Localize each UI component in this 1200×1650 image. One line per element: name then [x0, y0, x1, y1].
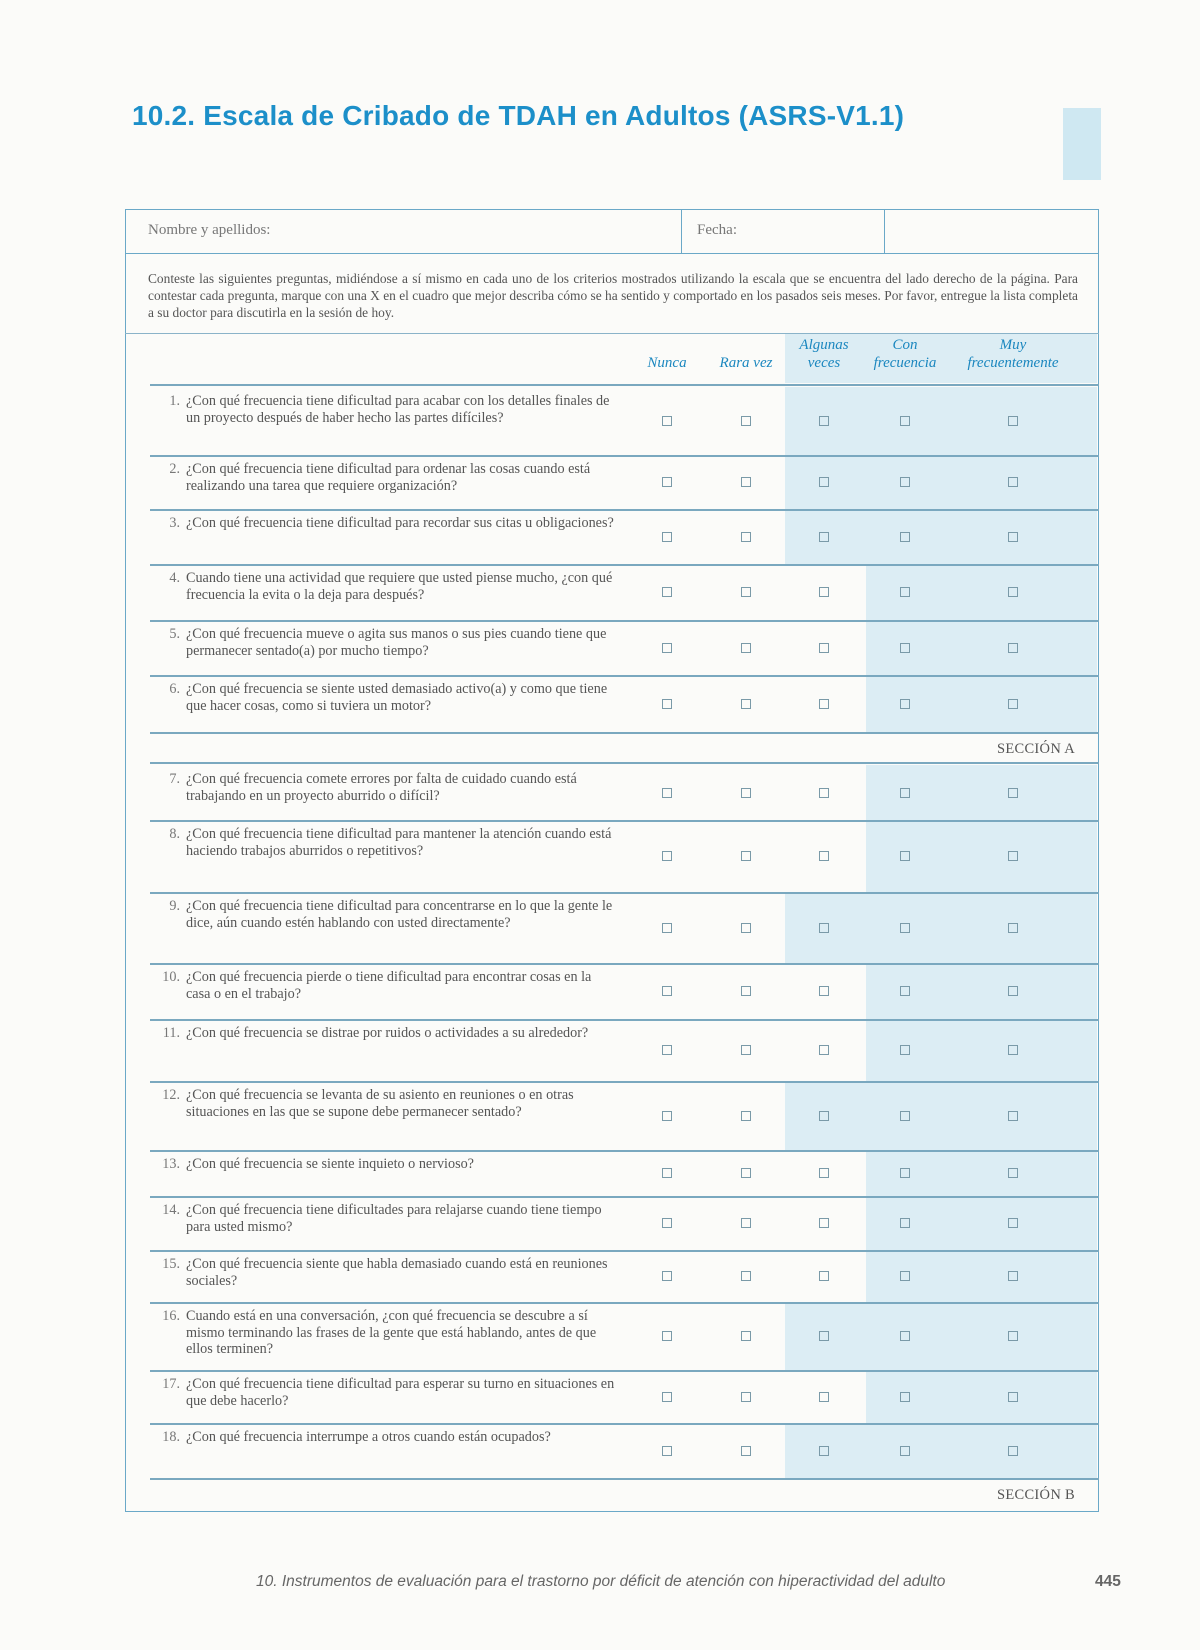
checkbox-2[interactable] [741, 587, 751, 597]
checkbox-5[interactable] [1008, 1446, 1018, 1456]
checkbox-5[interactable] [1008, 986, 1018, 996]
checkbox-1[interactable] [662, 416, 672, 426]
checkbox-2[interactable] [741, 1045, 751, 1055]
question-text [152, 1202, 622, 1235]
row-divider [150, 892, 1099, 894]
column-header-line1 [632, 336, 702, 354]
question-number: 9. [169, 898, 180, 914]
checkbox-3[interactable] [819, 643, 829, 653]
checkbox-5[interactable] [1008, 851, 1018, 861]
checkbox-1[interactable] [662, 1392, 672, 1402]
question-text [152, 570, 622, 603]
checkbox-1[interactable] [662, 1168, 672, 1178]
row-shade [785, 1423, 1097, 1478]
column-header [708, 336, 784, 372]
checkbox-2[interactable] [741, 532, 751, 542]
checkbox-4[interactable] [900, 1111, 910, 1121]
checkbox-2[interactable] [741, 1392, 751, 1402]
divider [681, 210, 682, 253]
row-divider [150, 1302, 1099, 1304]
question-label: ¿Con qué frecuencia tiene dificultad para mantener la atención cuando está haciendo trabajos aburridos o repetitivos? [186, 826, 612, 859]
question-text [152, 1025, 622, 1042]
question-number: 4. [169, 570, 180, 586]
question-label: ¿Con qué frecuencia comete errores por falta de cuidado cuando está trabajando en un proyecto aburrido o difícil? [186, 771, 577, 804]
question-text [152, 1429, 622, 1446]
checkbox-5[interactable] [1008, 1331, 1018, 1341]
row-divider [150, 1150, 1099, 1152]
checkbox-4[interactable] [900, 1045, 910, 1055]
question-number: 18. [162, 1429, 180, 1445]
question-number: 6. [169, 681, 180, 697]
checkbox-1[interactable] [662, 1045, 672, 1055]
checkbox-2[interactable] [741, 1446, 751, 1456]
question-number: 11. [162, 1025, 180, 1041]
question-text [152, 826, 622, 859]
checkbox-1[interactable] [662, 477, 672, 487]
checkbox-5[interactable] [1008, 1111, 1018, 1121]
checkbox-2[interactable] [741, 477, 751, 487]
question-number: 1. [169, 393, 180, 409]
question-text [152, 969, 622, 1002]
row-divider [150, 1019, 1099, 1021]
question-label: ¿Con qué frecuencia interrumpe a otros cuando están ocupados? [186, 1429, 551, 1445]
checkbox-3[interactable] [819, 923, 829, 933]
question-number: 3. [169, 515, 180, 531]
checkbox-4[interactable] [900, 1218, 910, 1228]
checkbox-1[interactable] [662, 1446, 672, 1456]
header-top-rule [125, 333, 1099, 334]
checkbox-3[interactable] [819, 1168, 829, 1178]
question-number: 13. [162, 1156, 180, 1172]
checkbox-5[interactable] [1008, 643, 1018, 653]
checkbox-3[interactable] [819, 851, 829, 861]
checkbox-3[interactable] [819, 1446, 829, 1456]
name-date-row [126, 210, 1098, 254]
checkbox-2[interactable] [741, 1218, 751, 1228]
column-header-line2: Nunca [647, 355, 687, 371]
page-number: 445 [1095, 1573, 1121, 1590]
checkbox-1[interactable] [662, 788, 672, 798]
checkbox-3[interactable] [819, 986, 829, 996]
question-number: 8. [169, 826, 180, 842]
checkbox-1[interactable] [662, 851, 672, 861]
footer-text: 10. Instrumentos de evaluación para el trastorno por déficit de atención con hiperactividad del adulto [256, 1573, 946, 1590]
column-header-line2: frecuencia [873, 355, 937, 371]
question-number: 7. [169, 771, 180, 787]
column-header [948, 336, 1078, 372]
section-a-rule [150, 762, 1099, 764]
column-header [632, 336, 702, 372]
row-shade [785, 1302, 1097, 1370]
row-shade [785, 1081, 1097, 1150]
column-header [784, 336, 864, 372]
checkbox-2[interactable] [741, 699, 751, 709]
row-shade [785, 892, 1097, 963]
question-text [152, 1156, 622, 1173]
checkbox-4[interactable] [900, 699, 910, 709]
question-label: ¿Con qué frecuencia tiene dificultad para ordenar las cosas cuando está realizando una tarea que requiere organización? [186, 461, 591, 494]
checkbox-5[interactable] [1008, 1392, 1018, 1402]
checkbox-3[interactable] [819, 587, 829, 597]
checkbox-4[interactable] [900, 1331, 910, 1341]
question-text [152, 1256, 622, 1289]
checkbox-3[interactable] [819, 416, 829, 426]
checkbox-4[interactable] [900, 1271, 910, 1281]
page-title: 10.2. Escala de Cribado de TDAH en Adultos (ASRS-V1.1) [132, 100, 905, 131]
divider [884, 210, 885, 253]
column-header [858, 336, 952, 372]
question-label: ¿Con qué frecuencia se siente usted demasiado activo(a) y como que tiene que hacer cosas, como si tuviera un motor? [186, 681, 608, 714]
name-label: Nombre y apellidos: [148, 222, 271, 238]
question-text [152, 898, 622, 931]
row-shade [785, 387, 1097, 455]
checkbox-1[interactable] [662, 986, 672, 996]
checkbox-2[interactable] [741, 1168, 751, 1178]
checkbox-3[interactable] [819, 1045, 829, 1055]
row-shade [785, 509, 1097, 564]
checkbox-5[interactable] [1008, 788, 1018, 798]
checkbox-2[interactable] [741, 1111, 751, 1121]
row-divider [150, 620, 1099, 622]
checkbox-5[interactable] [1008, 1045, 1018, 1055]
section-a-label: SECCIÓN A [996, 741, 1075, 757]
checkbox-3[interactable] [819, 1111, 829, 1121]
question-label: ¿Con qué frecuencia tiene dificultad para esperar su turno en situaciones en que debe hacerlo? [186, 1376, 615, 1409]
checkbox-4[interactable] [900, 1446, 910, 1456]
checkbox-5[interactable] [1008, 477, 1018, 487]
question-number: 5. [169, 626, 180, 642]
column-header-line2: frecuentemente [967, 355, 1059, 371]
question-text [152, 515, 622, 532]
checkbox-1[interactable] [662, 1111, 672, 1121]
question-number: 17. [162, 1376, 180, 1392]
section-b-label: SECCIÓN B [996, 1487, 1075, 1503]
checkbox-3[interactable] [819, 532, 829, 542]
chapter-tab [1063, 108, 1101, 180]
checkbox-5[interactable] [1008, 416, 1018, 426]
checkbox-1[interactable] [662, 1271, 672, 1281]
question-label: ¿Con qué frecuencia tiene dificultades para relajarse cuando tiene tiempo para usted mismo? [186, 1202, 602, 1235]
checkbox-2[interactable] [741, 788, 751, 798]
checkbox-4[interactable] [900, 986, 910, 996]
checkbox-4[interactable] [900, 1392, 910, 1402]
checkbox-2[interactable] [741, 643, 751, 653]
checkbox-1[interactable] [662, 587, 672, 597]
question-text [152, 1376, 622, 1409]
question-number: 10. [162, 969, 180, 985]
checkbox-4[interactable] [900, 416, 910, 426]
date-label: Fecha: [697, 222, 737, 238]
checkbox-1[interactable] [662, 699, 672, 709]
checkbox-5[interactable] [1008, 699, 1018, 709]
question-text [152, 681, 622, 714]
checkbox-4[interactable] [900, 587, 910, 597]
checkbox-4[interactable] [900, 532, 910, 542]
checkbox-4[interactable] [900, 1168, 910, 1178]
checkbox-3[interactable] [819, 477, 829, 487]
checkbox-3[interactable] [819, 788, 829, 798]
checkbox-5[interactable] [1008, 1168, 1018, 1178]
column-header-line1: Con [892, 337, 918, 353]
row-divider [150, 455, 1099, 457]
checkbox-2[interactable] [741, 986, 751, 996]
question-label: ¿Con qué frecuencia siente que habla demasiado cuando está en reuniones sociales? [186, 1256, 608, 1289]
checkbox-2[interactable] [741, 416, 751, 426]
checkbox-1[interactable] [662, 923, 672, 933]
header-bottom-rule [150, 384, 1099, 386]
checkbox-5[interactable] [1008, 532, 1018, 542]
column-header-line2: Rara vez [719, 355, 773, 371]
checkbox-1[interactable] [662, 1331, 672, 1341]
checkbox-5[interactable] [1008, 1218, 1018, 1228]
checkbox-4[interactable] [900, 788, 910, 798]
question-text [152, 626, 622, 659]
question-label: ¿Con qué frecuencia tiene dificultad para concentrarse en lo que la gente le dice, aún cuando estén hablando con usted directamente? [186, 898, 613, 931]
checkbox-3[interactable] [819, 1218, 829, 1228]
checkbox-5[interactable] [1008, 587, 1018, 597]
question-label: Cuando tiene una actividad que requiere que usted piense mucho, ¿con qué frecuencia la evita o la deja para después? [186, 570, 613, 603]
question-label: ¿Con qué frecuencia tiene dificultad para acabar con los detalles finales de un proyecto después de haber hecho las partes difíciles? [186, 393, 610, 426]
checkbox-1[interactable] [662, 1218, 672, 1228]
question-label: ¿Con qué frecuencia tiene dificultad para recordar sus citas u obligaciones? [186, 515, 614, 531]
instructions: Conteste las siguientes preguntas, midiéndose a sí mismo en cada uno de los criterios mostrados utilizando la escala que se encuentra del lado derecho de la página. Para contestar cada pregunta, marque con una X en el cuadro que mejor describa cómo se ha sentido y comportado en los pasados seis meses. Por favor, entregue la lista completa a su doctor para discutirla en la sesión de hoy. [148, 271, 1078, 320]
column-header-line2: veces [807, 355, 841, 371]
row-divider [150, 1250, 1099, 1252]
checkbox-3[interactable] [819, 1392, 829, 1402]
question-label: ¿Con qué frecuencia se distrae por ruidos o actividades a su alrededor? [186, 1025, 589, 1041]
row-divider [150, 1196, 1099, 1198]
column-header-line1: Algunas [799, 337, 849, 353]
checkbox-3[interactable] [819, 699, 829, 709]
checkbox-4[interactable] [900, 477, 910, 487]
checkbox-1[interactable] [662, 643, 672, 653]
checkbox-5[interactable] [1008, 923, 1018, 933]
checkbox-2[interactable] [741, 851, 751, 861]
question-number: 2. [169, 461, 180, 477]
question-number: 15. [162, 1256, 180, 1272]
row-shade [785, 455, 1097, 509]
row-divider [150, 509, 1099, 511]
question-number: 12. [162, 1087, 180, 1103]
question-text [152, 771, 622, 804]
checkbox-2[interactable] [741, 1331, 751, 1341]
checkbox-2[interactable] [741, 923, 751, 933]
checkbox-2[interactable] [741, 1271, 751, 1281]
question-number: 14. [162, 1202, 180, 1218]
row-divider [150, 1478, 1099, 1480]
checkbox-3[interactable] [819, 1271, 829, 1281]
row-divider [150, 1081, 1099, 1083]
row-divider [150, 1370, 1099, 1372]
checkbox-5[interactable] [1008, 1271, 1018, 1281]
question-text [152, 461, 622, 494]
question-number: 16. [162, 1308, 180, 1324]
row-divider [150, 963, 1099, 965]
row-divider [150, 732, 1099, 734]
column-header-line1: Muy [999, 337, 1027, 353]
question-text [152, 393, 622, 426]
question-text [152, 1087, 622, 1120]
checkbox-1[interactable] [662, 532, 672, 542]
column-header-line1 [708, 336, 784, 354]
question-label: ¿Con qué frecuencia mueve o agita sus manos o sus pies cuando tiene que permanecer sentado(a) por mucho tiempo? [186, 626, 607, 659]
checkbox-4[interactable] [900, 643, 910, 653]
row-divider [150, 820, 1099, 822]
checkbox-4[interactable] [900, 923, 910, 933]
question-label: ¿Con qué frecuencia se siente inquieto o nervioso? [186, 1156, 474, 1172]
row-divider [150, 1423, 1099, 1425]
row-divider [150, 564, 1099, 566]
row-divider [150, 675, 1099, 677]
question-text [152, 1308, 622, 1358]
checkbox-3[interactable] [819, 1331, 829, 1341]
question-label: ¿Con qué frecuencia se levanta de su asiento en reuniones o en otras situaciones en las que se supone debe permanecer sentado? [186, 1087, 574, 1120]
question-label: ¿Con qué frecuencia pierde o tiene dificultad para encontrar cosas en la casa o en el trabajo? [186, 969, 592, 1002]
question-label: Cuando está en una conversación, ¿con qué frecuencia se descubre a sí mismo terminando las frases de la gente que está hablando, antes de que ellos terminen? [186, 1308, 597, 1357]
checkbox-4[interactable] [900, 851, 910, 861]
